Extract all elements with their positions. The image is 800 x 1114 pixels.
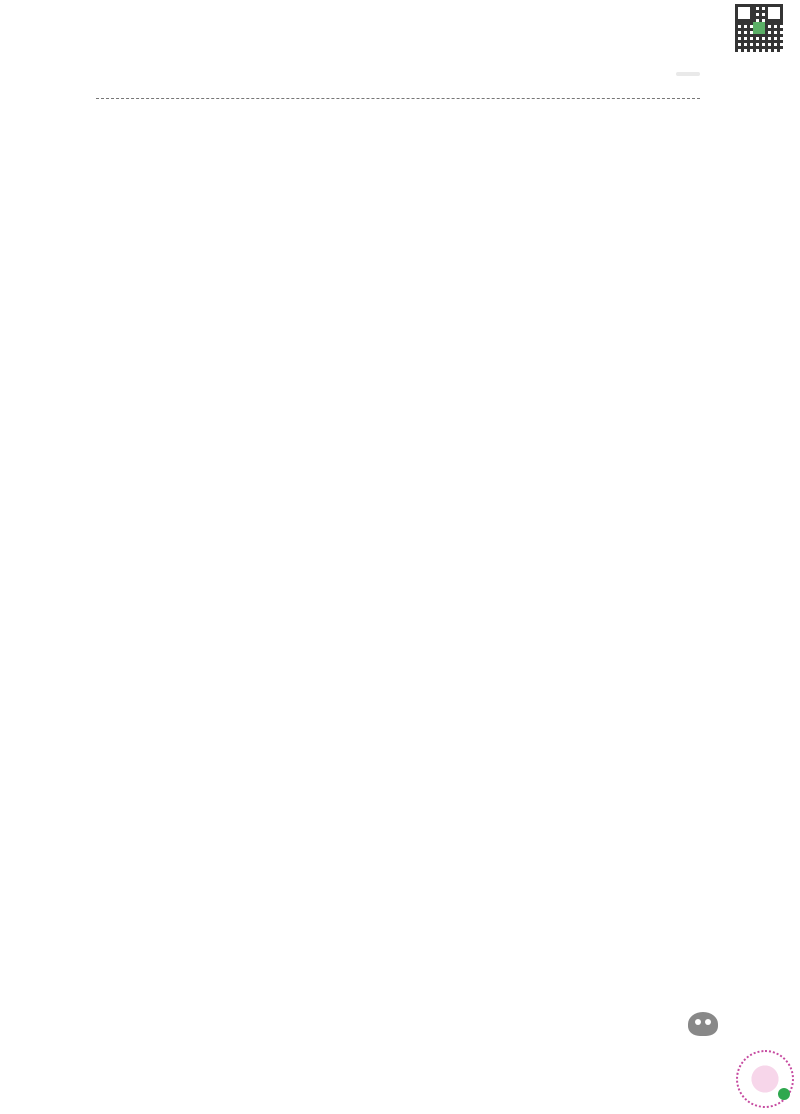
header-label xyxy=(676,72,700,76)
header-divider xyxy=(96,98,700,99)
qr-code-image xyxy=(735,4,783,52)
mascot-icon xyxy=(688,1012,718,1036)
stamp-badge-icon xyxy=(736,1050,794,1108)
page-content xyxy=(104,114,710,128)
